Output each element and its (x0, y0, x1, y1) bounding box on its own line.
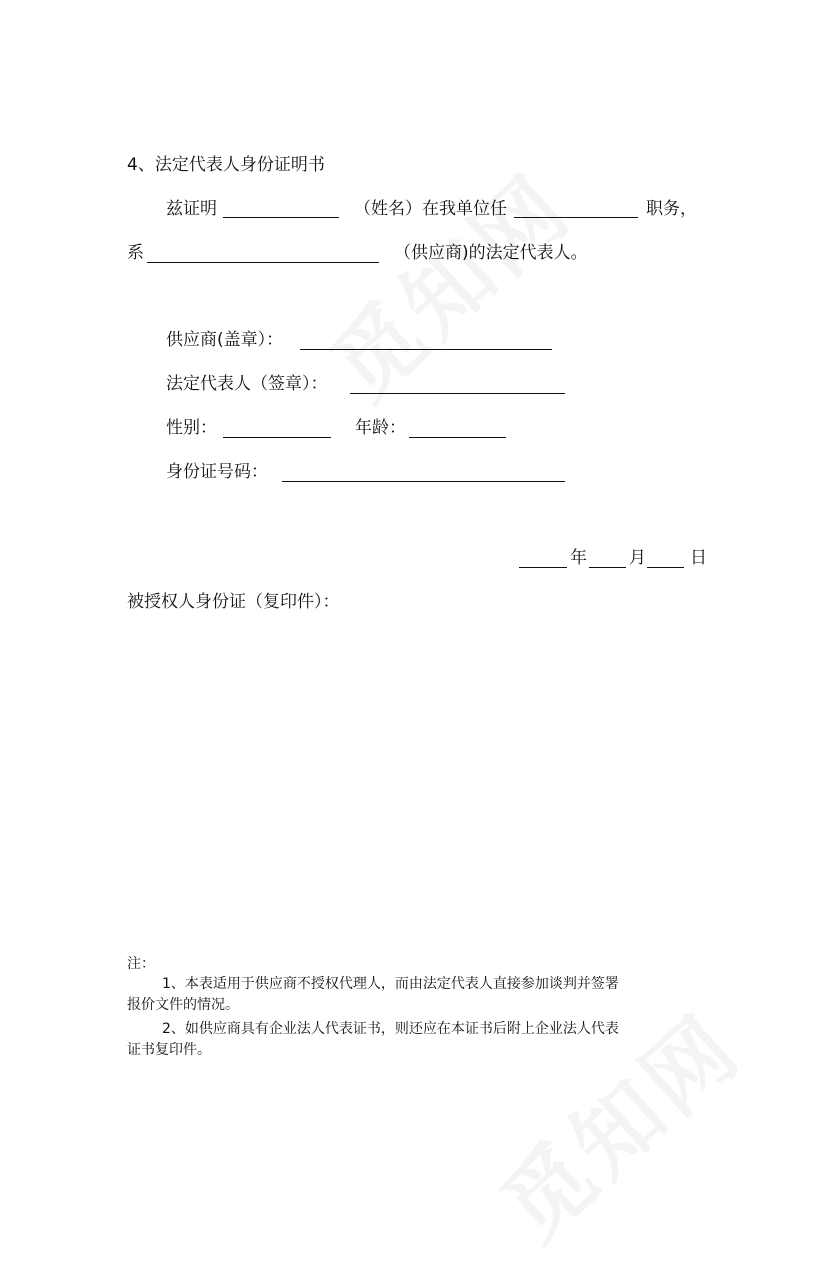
year-label: 年 (570, 548, 587, 568)
name-blank[interactable] (223, 217, 339, 218)
id-number-field[interactable] (282, 481, 565, 482)
notes-title: 注： (127, 956, 155, 972)
year-field[interactable] (519, 567, 567, 568)
certify-supplier-end: （供应商)的法定代表人。 (394, 243, 588, 263)
age-label: 年龄： (355, 418, 406, 438)
note-2-line-2: 证书复印件。 (127, 1042, 211, 1058)
month-field[interactable] (589, 567, 626, 568)
certify-xi: 系 (127, 243, 144, 263)
day-label: 日 (690, 548, 707, 568)
age-field[interactable] (409, 437, 506, 438)
position-blank[interactable] (514, 217, 638, 218)
supplier-seal-field[interactable] (300, 349, 552, 350)
supplier-seal-label: 供应商(盖章）： (166, 330, 284, 350)
note-1-line-1: 1、本表适用于供应商不授权代理人，而由法定代表人直接参加谈判并签署 (162, 976, 619, 992)
month-label: 月 (629, 548, 646, 568)
supplier-blank[interactable] (147, 262, 379, 263)
certify-name-hint: （姓名）在我单位任 (354, 199, 507, 219)
watermark (300, 141, 594, 423)
legal-rep-signature-field[interactable] (350, 393, 565, 394)
note-1-line-2: 报价文件的情况。 (127, 997, 239, 1013)
page-title: 4、法定代表人身份证明书 (127, 155, 325, 175)
gender-field[interactable] (223, 437, 331, 438)
certify-lead: 兹证明 (166, 199, 217, 219)
id-number-label: 身份证号码： (166, 462, 268, 482)
certify-position-end: 职务， (646, 199, 697, 219)
authorized-id-copy-label: 被授权人身份证（复印件）： (127, 592, 340, 612)
day-field[interactable] (647, 567, 684, 568)
gender-label: 性别： (166, 418, 217, 438)
note-2-line-1: 2、如供应商具有企业法人代表证书，则还应在本证书后附上企业法人代表 (162, 1021, 619, 1037)
legal-rep-signature-label: 法定代表人（签章）： (166, 374, 328, 394)
